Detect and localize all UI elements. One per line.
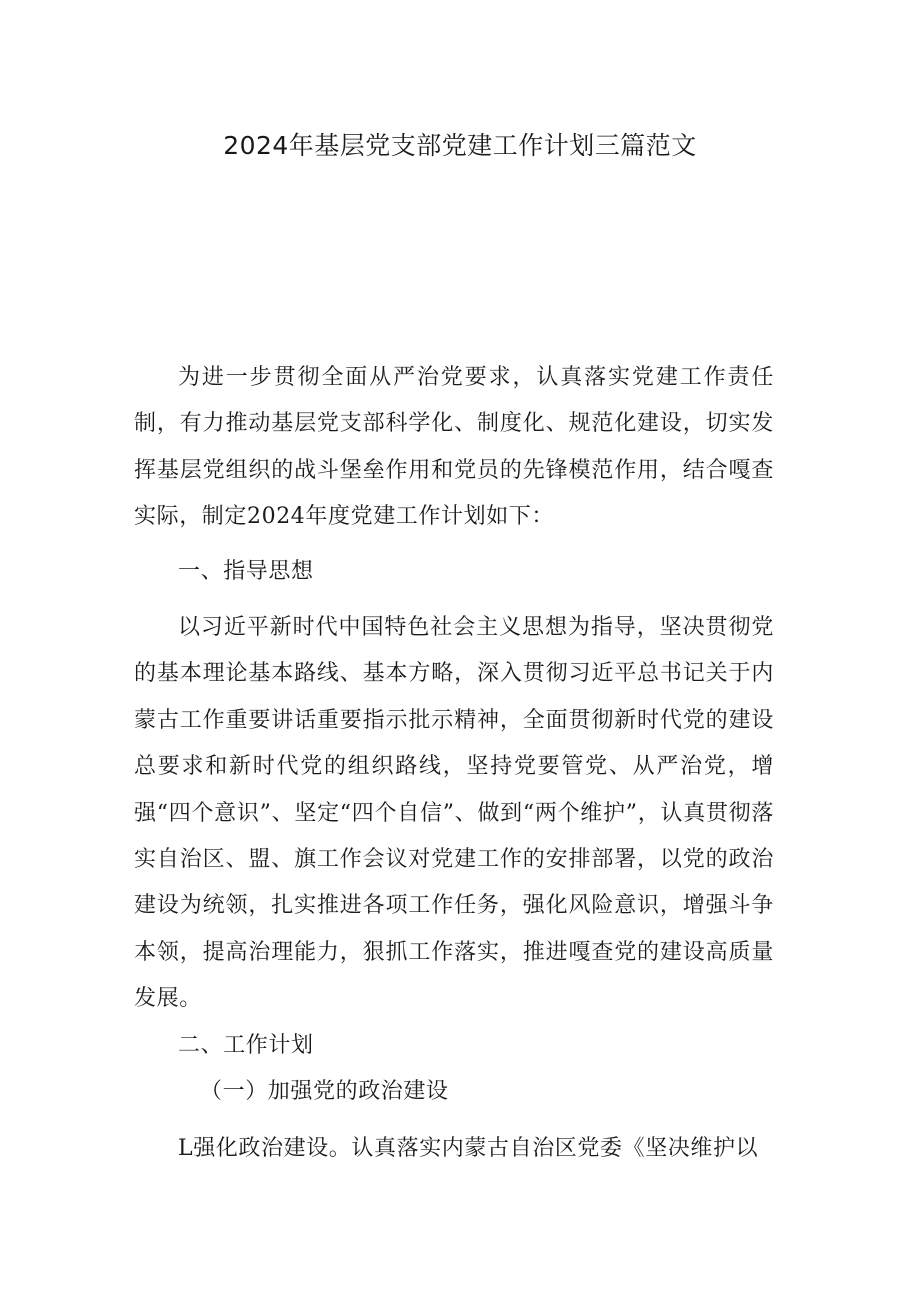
section-heading-work-plan: 二、工作计划 — [178, 1032, 314, 1058]
guiding-ideology-paragraph: 以习近平新时代中国特色社会主义思想为指导，坚决贯彻党的基本理论基本路线、基本方略，深入贯彻习近平总书记关于内蒙古工作重要讲话重要指示批示精神，全面贯彻新时代党的建设总要求和新时代党的组织路线，坚持党要管党、从严治党，增强“四个意识”、坚定“四个自信”、做到“两个维护”，认真贯彻落实自治区、盟、旗工作会议对党建工作的安排部署，以党的政治建设为统领，扎实推进各项工作任务，强化风险意识，增强斗争本领，提高治理能力，狠抓工作落实，推进嘎查党的建设高质量发展。 — [134, 615, 774, 1012]
section-heading-guiding-ideology: 一、指导思想 — [178, 558, 314, 584]
intro-paragraph: 为进一步贯彻全面从严治党要求，认真落实党建工作责任制，有力推动基层党支部科学化、制度化、规范化建设，切实发挥基层党组织的战斗堡垒作用和党员的先锋模范作用，结合嘎查实际，制定2024年度党建工作计划如下： — [134, 365, 774, 530]
document-title: 2024年基层党支部党建工作计划三篇范文 — [223, 131, 697, 160]
document-body — [134, 355, 774, 1172]
political-building-paragraph: L强化政治建设。认真落实内蒙古自治区党委《坚决维护以 — [178, 1135, 759, 1161]
subsection-heading-political-building: （一）加强党的政治建设 — [200, 1079, 449, 1105]
